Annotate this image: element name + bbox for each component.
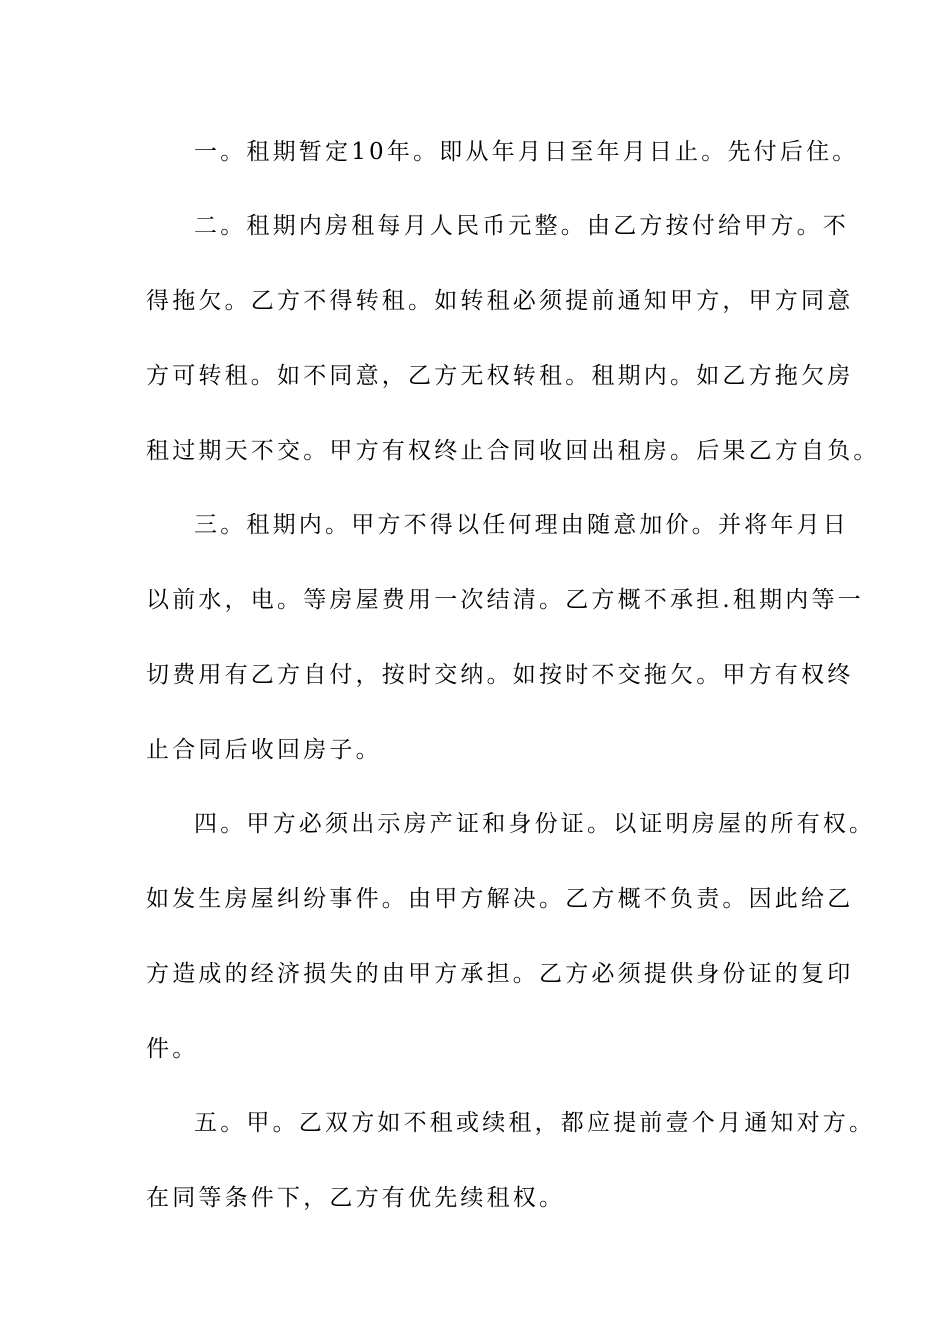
clause-2-line-2: 得拖欠。乙方不得转租。如转租必须提前通知甲方，甲方同意 xyxy=(146,288,854,314)
clause-2-line-1: 二。租期内房租每月人民币元整。由乙方按付给甲方。不 xyxy=(194,213,849,239)
clause-3-line-3: 切费用有乙方自付，按时交纳。如按时不交拖欠。甲方有权终 xyxy=(146,662,854,688)
clause-4-line-3: 方造成的经济损失的由甲方承担。乙方必须提供身份证的复印 xyxy=(146,961,854,987)
clause-4-line-1: 四。甲方必须出示房产证和身份证。以证明房屋的所有权。 xyxy=(194,811,876,837)
clause-3-line-2: 以前水，电。等房屋费用一次结清。乙方概不承担.租期内等一 xyxy=(146,587,864,613)
clause-3-line-4: 止合同后收回房子。 xyxy=(146,737,382,763)
clause-2-line-4: 租过期天不交。甲方有权终止合同收回出租房。后果乙方自负。 xyxy=(146,438,880,464)
clause-4-line-2: 如发生房屋纠纷事件。由甲方解决。乙方概不负责。因此给乙 xyxy=(146,886,854,912)
clause-5-line-2: 在同等条件下，乙方有优先续租权。 xyxy=(146,1185,566,1211)
clause-4-line-4: 件。 xyxy=(146,1036,199,1062)
clause-5-line-1: 五。甲。乙双方如不租或续租，都应提前壹个月通知对方。 xyxy=(194,1110,876,1136)
clause-2-line-3: 方可转租。如不同意，乙方无权转租。租期内。如乙方拖欠房 xyxy=(146,363,854,389)
clause-3-line-1: 三。租期内。甲方不得以任何理由随意加价。并将年月日 xyxy=(194,512,849,538)
clause-1-line-1: 一。租期暂定10年。即从年月日至年月日止。先付后住。 xyxy=(194,139,859,165)
